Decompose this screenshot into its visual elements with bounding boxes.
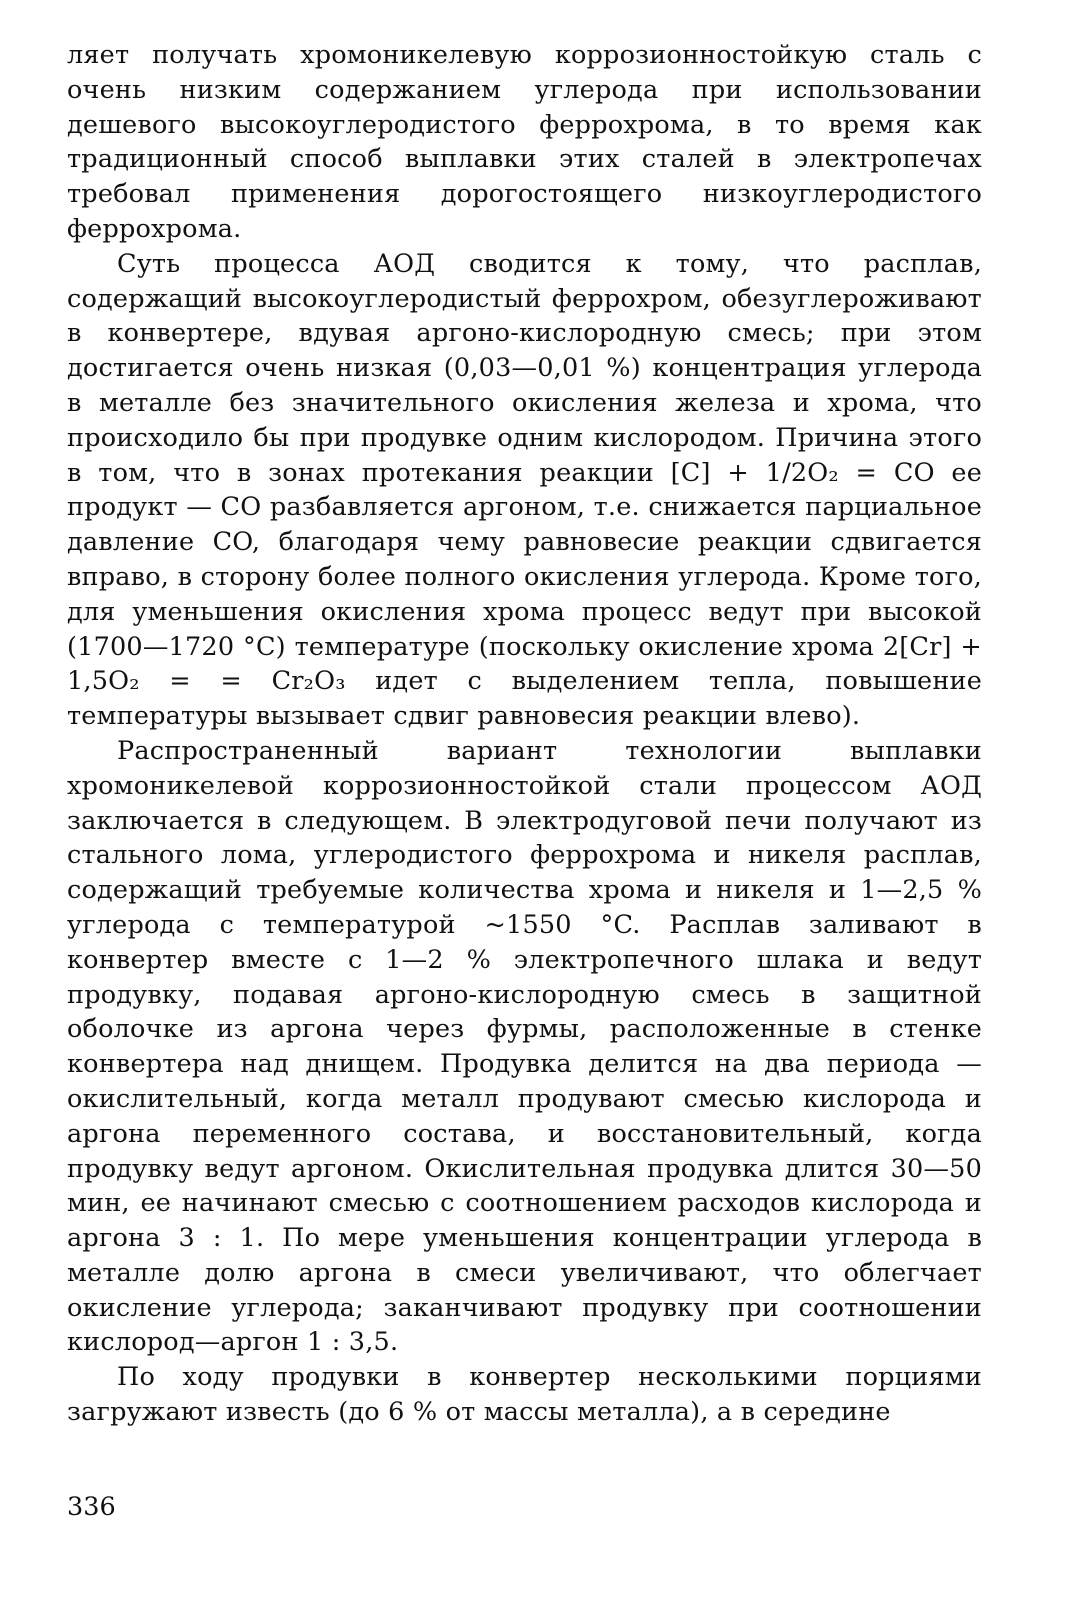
- document-page: [67, 38, 982, 1558]
- paragraph-continuation: ляет получать хромоникелевую коррозионностойкую сталь с очень низким содержанием углерода при использовании дешевого высокоуглеродистого феррохрома, в то время как традиционный способ выплавки этих сталей в электропечах требовал применения дорогостоящего низкоуглеродистого феррохрома.: [67, 40, 982, 244]
- paragraph-aod-technology: Распространенный вариант технологии выплавки хромоникелевой коррозионностойкой стали процессом АОД заключается в следующем. В электродуговой печи получают из стального лома, углеродистого феррохрома и никеля расплав, содержащий требуемые количества хрома и никеля и 1—2,5 % углерода с температурой ~1550 °C. Расплав заливают в конвертер вместе с 1—2 % электропечного шлака и ведут продувку, подавая аргоно-кислородную смесь в защитной оболочке из аргона через фурмы, расположенные в стенке конвертера над днищем. Продувка делится на два периода — окислительный, когда металл продувают смесью кислорода и аргона переменного состава, и восстановительный, когда продувку ведут аргоном. Окислительная продувка длится 30—50 мин, ее начинают смесью с соотношением расходов кислорода и аргона 3 : 1. По мере уменьшения концентрации углерода в металле долю аргона в смеси увеличивают, что облегчает окисление углерода; заканчивают продувку при соотношении кислород—аргон 1 : 3,5.: [67, 735, 982, 1358]
- paragraph-aod-essence: Суть процесса АОД сводится к тому, что расплав, содержащий высокоуглеродистый феррохром, обезуглероживают в конвертере, вдувая аргоно-кислородную смесь; при этом достигается очень низкая (0,03—0,01 %) концентрация углерода в металле без значительного окисления железа и хрома, что происходило бы при продувке одним кислородом. Причина этого в том, что в зонах протекания реакции [C] + 1/2O₂ = CO ее продукт — CO разбавляется аргоном, т.е. снижается парциальное давление CO, благодаря чему равновесие реакции сдвигается вправо, в сторону более полного окисления углерода. Кроме того, для уменьшения окисления хрома процесс ведут при высокой (1700—1720 °C) температуре (поскольку окисление хрома 2[Cr] + 1,5O₂ = = Cr₂O₃ идет с выделением тепла, повышение температуры вызывает сдвиг равновесия реакции влево).: [67, 248, 982, 732]
- paragraph-lime-loading: По ходу продувки в конвертер несколькими порциями загружают известь (до 6 % от массы металла), а в середине: [67, 1362, 982, 1428]
- page-number: 336: [67, 1492, 116, 1522]
